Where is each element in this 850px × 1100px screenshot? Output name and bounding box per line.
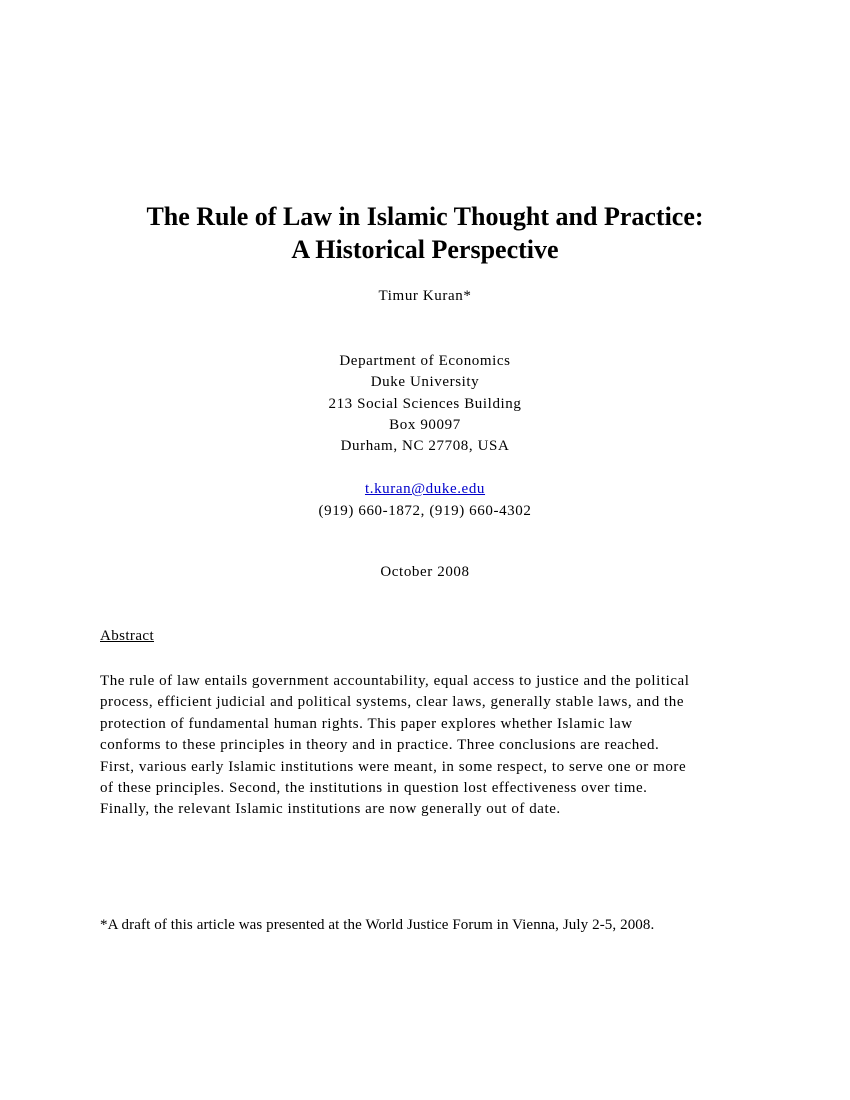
abstract-line: The rule of law entails government accountability, equal access to justice and the political	[100, 673, 690, 689]
footnote: *A draft of this article was presented at the World Justice Forum in Vienna, July 2-5, 2008.	[100, 917, 655, 933]
email-line	[0, 479, 850, 501]
author-contact	[0, 479, 850, 522]
abstract-line: conforms to these principles in theory and in practice. Three conclusions are reached.	[100, 737, 660, 754]
paper-title	[0, 200, 850, 266]
address-line-department: Department of Economics	[339, 353, 511, 369]
address-line-university: Duke University	[370, 374, 480, 391]
abstract-line: of these principles. Second, the institutions in question lost effectiveness over time.	[100, 780, 648, 797]
abstract-line: First, various early Islamic institutions were meant, in some respect, to serve one or more	[100, 758, 687, 775]
abstract-heading: Abstract	[100, 628, 155, 644]
address-line-building: 213 Social Sciences Building	[328, 395, 522, 412]
paper-title-line-1: The Rule of Law in Islamic Thought and Practice:	[146, 202, 704, 231]
author-address	[0, 351, 850, 457]
abstract-line: process, efficient judicial and political systems, clear laws, generally stable laws, and the	[100, 694, 685, 711]
email-link[interactable]: t.kuran@duke.edu	[364, 481, 486, 497]
abstract-line: protection of fundamental human rights. This paper explores whether Islamic law	[100, 715, 633, 732]
address-line-city: Durham, NC 27708, USA	[340, 438, 510, 455]
address-line-box: Box 90097	[389, 416, 461, 433]
paper-title-line-2: A Historical Perspective	[291, 235, 559, 264]
author-name: Timur Kuran*	[378, 288, 472, 304]
abstract-body	[100, 671, 760, 821]
publication-date: October 2008	[380, 564, 470, 580]
abstract-line: Finally, the relevant Islamic institutions are now generally out of date.	[100, 801, 561, 818]
phone-numbers: (919) 660-1872, (919) 660-4302	[318, 502, 532, 519]
